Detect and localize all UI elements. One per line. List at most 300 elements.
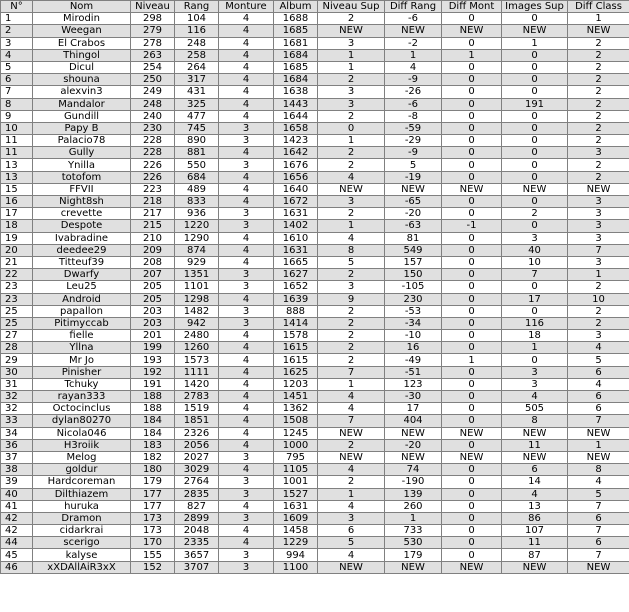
rank-diff-cell: NEW bbox=[385, 25, 442, 37]
album-cell: 1627 bbox=[274, 269, 318, 281]
level-gain-cell: 6 bbox=[318, 525, 385, 537]
level-cell: 217 bbox=[131, 208, 175, 220]
rank-cell: 13 bbox=[1, 171, 33, 183]
mount-cell: 4 bbox=[219, 86, 274, 98]
class-diff-cell: 3 bbox=[568, 220, 629, 232]
table-row bbox=[1, 330, 629, 342]
rang-cell: 489 bbox=[175, 183, 219, 195]
album-cell: 1625 bbox=[274, 366, 318, 378]
name-cell: Mr Jo bbox=[33, 354, 131, 366]
level-gain-cell: NEW bbox=[318, 451, 385, 463]
name-cell: dylan80270 bbox=[33, 415, 131, 427]
images-gain-cell: 40 bbox=[502, 244, 568, 256]
rank-cell: 11 bbox=[1, 147, 33, 159]
rank-cell: 25 bbox=[1, 305, 33, 317]
rank-diff-cell: NEW bbox=[385, 451, 442, 463]
level-cell: 184 bbox=[131, 427, 175, 439]
level-gain-cell: 2 bbox=[318, 147, 385, 159]
rank-cell: 31 bbox=[1, 378, 33, 390]
class-diff-cell: 3 bbox=[568, 330, 629, 342]
images-gain-cell: 0 bbox=[502, 147, 568, 159]
rank-cell: 13 bbox=[1, 159, 33, 171]
table-row bbox=[1, 378, 629, 390]
mount-cell: 4 bbox=[219, 147, 274, 159]
rank-diff-cell: 260 bbox=[385, 500, 442, 512]
mount-diff-cell: 0 bbox=[442, 281, 502, 293]
name-cell: Leu25 bbox=[33, 281, 131, 293]
level-cell: 173 bbox=[131, 525, 175, 537]
album-cell: 1615 bbox=[274, 354, 318, 366]
album-cell: 1672 bbox=[274, 196, 318, 208]
rank-cell: 23 bbox=[1, 293, 33, 305]
table-row bbox=[1, 13, 629, 25]
level-cell: 278 bbox=[131, 37, 175, 49]
rank-cell: 4 bbox=[1, 49, 33, 61]
name-cell: Pinisher bbox=[33, 366, 131, 378]
level-cell: 203 bbox=[131, 305, 175, 317]
rank-diff-cell: -10 bbox=[385, 330, 442, 342]
rang-cell: 2764 bbox=[175, 476, 219, 488]
rang-cell: 104 bbox=[175, 13, 219, 25]
level-gain-cell: 2 bbox=[318, 330, 385, 342]
rank-diff-cell: 530 bbox=[385, 537, 442, 549]
level-gain-cell: 1 bbox=[318, 220, 385, 232]
table-row bbox=[1, 317, 629, 329]
mount-diff-cell: 0 bbox=[442, 269, 502, 281]
album-cell: 994 bbox=[274, 549, 318, 561]
rank-diff-cell: 150 bbox=[385, 269, 442, 281]
rank-diff-cell: -65 bbox=[385, 196, 442, 208]
level-cell: 263 bbox=[131, 49, 175, 61]
mount-diff-cell: 0 bbox=[442, 439, 502, 451]
album-cell: 1688 bbox=[274, 13, 318, 25]
table-row bbox=[1, 208, 629, 220]
mount-diff-cell: 0 bbox=[442, 74, 502, 86]
level-cell: 207 bbox=[131, 269, 175, 281]
rang-cell: 890 bbox=[175, 135, 219, 147]
rank-diff-cell: NEW bbox=[385, 183, 442, 195]
class-diff-cell: 2 bbox=[568, 86, 629, 98]
rang-cell: 264 bbox=[175, 61, 219, 73]
rank-diff-cell: -29 bbox=[385, 135, 442, 147]
level-cell: 226 bbox=[131, 159, 175, 171]
level-gain-cell: 4 bbox=[318, 464, 385, 476]
rang-cell: 1482 bbox=[175, 305, 219, 317]
album-cell: 1527 bbox=[274, 488, 318, 500]
level-gain-cell: 0 bbox=[318, 122, 385, 134]
class-diff-cell: 1 bbox=[568, 13, 629, 25]
rang-cell: 1573 bbox=[175, 354, 219, 366]
table-row bbox=[1, 488, 629, 500]
class-diff-cell: 7 bbox=[568, 500, 629, 512]
class-diff-cell: 3 bbox=[568, 232, 629, 244]
album-cell: 1105 bbox=[274, 464, 318, 476]
name-cell: Thingol bbox=[33, 49, 131, 61]
class-diff-cell: 4 bbox=[568, 476, 629, 488]
album-cell: 1414 bbox=[274, 317, 318, 329]
rank-diff-cell: 1 bbox=[385, 512, 442, 524]
rank-cell: 3 bbox=[1, 37, 33, 49]
album-cell: 1656 bbox=[274, 171, 318, 183]
class-diff-cell: NEW bbox=[568, 561, 629, 573]
level-gain-cell: 2 bbox=[318, 269, 385, 281]
rang-cell: 1851 bbox=[175, 415, 219, 427]
images-gain-cell: 0 bbox=[502, 159, 568, 171]
album-cell: 1665 bbox=[274, 256, 318, 268]
rang-cell: 1220 bbox=[175, 220, 219, 232]
class-diff-cell: 2 bbox=[568, 110, 629, 122]
mount-cell: 4 bbox=[219, 415, 274, 427]
level-cell: 226 bbox=[131, 171, 175, 183]
table-row bbox=[1, 232, 629, 244]
mount-cell: 4 bbox=[219, 244, 274, 256]
level-gain-cell: 9 bbox=[318, 293, 385, 305]
level-gain-cell: 2 bbox=[318, 305, 385, 317]
album-cell: 1631 bbox=[274, 244, 318, 256]
level-gain-cell: 3 bbox=[318, 196, 385, 208]
album-cell: 1676 bbox=[274, 159, 318, 171]
mount-diff-cell: NEW bbox=[442, 427, 502, 439]
images-gain-cell: 11 bbox=[502, 537, 568, 549]
mount-cell: 4 bbox=[219, 110, 274, 122]
album-cell: 1100 bbox=[274, 561, 318, 573]
mount-cell: 3 bbox=[219, 305, 274, 317]
mount-cell: 4 bbox=[219, 439, 274, 451]
name-cell: Weegan bbox=[33, 25, 131, 37]
rank-cell: 10 bbox=[1, 122, 33, 134]
table-row bbox=[1, 25, 629, 37]
mount-cell: 4 bbox=[219, 196, 274, 208]
class-diff-cell: 3 bbox=[568, 147, 629, 159]
rang-cell: 258 bbox=[175, 49, 219, 61]
images-gain-cell: 1 bbox=[502, 37, 568, 49]
table-row bbox=[1, 281, 629, 293]
rank-cell: 2 bbox=[1, 25, 33, 37]
level-cell: 201 bbox=[131, 330, 175, 342]
level-gain-cell: 2 bbox=[318, 342, 385, 354]
mount-diff-cell: 0 bbox=[442, 293, 502, 305]
level-cell: 179 bbox=[131, 476, 175, 488]
album-cell: 1423 bbox=[274, 135, 318, 147]
rank-cell: 39 bbox=[1, 476, 33, 488]
rank-cell: 25 bbox=[1, 317, 33, 329]
mount-diff-cell: 1 bbox=[442, 49, 502, 61]
mount-diff-cell: NEW bbox=[442, 183, 502, 195]
rank-cell: 41 bbox=[1, 500, 33, 512]
name-cell: papallon bbox=[33, 305, 131, 317]
col-header-rank-diff: Diff Rang bbox=[385, 1, 442, 13]
rank-cell: 17 bbox=[1, 208, 33, 220]
rank-diff-cell: -9 bbox=[385, 74, 442, 86]
images-gain-cell: 87 bbox=[502, 549, 568, 561]
level-gain-cell: 1 bbox=[318, 49, 385, 61]
name-cell: Pitimyccab bbox=[33, 317, 131, 329]
level-cell: 191 bbox=[131, 378, 175, 390]
images-gain-cell: 0 bbox=[502, 135, 568, 147]
level-cell: 210 bbox=[131, 232, 175, 244]
col-header-images-gain: Images Sup bbox=[502, 1, 568, 13]
rang-cell: 477 bbox=[175, 110, 219, 122]
table-row bbox=[1, 135, 629, 147]
col-header-rang: Rang bbox=[175, 1, 219, 13]
level-gain-cell: 3 bbox=[318, 281, 385, 293]
name-cell: rayan333 bbox=[33, 391, 131, 403]
rang-cell: 2048 bbox=[175, 525, 219, 537]
mount-diff-cell: 0 bbox=[442, 464, 502, 476]
album-cell: 1631 bbox=[274, 208, 318, 220]
table-row bbox=[1, 305, 629, 317]
header-row bbox=[1, 1, 629, 13]
rank-diff-cell: -105 bbox=[385, 281, 442, 293]
level-gain-cell: 2 bbox=[318, 476, 385, 488]
class-diff-cell: 2 bbox=[568, 74, 629, 86]
mount-cell: 4 bbox=[219, 25, 274, 37]
level-cell: 249 bbox=[131, 86, 175, 98]
mount-cell: 4 bbox=[219, 354, 274, 366]
mount-cell: 3 bbox=[219, 281, 274, 293]
rank-diff-cell: -6 bbox=[385, 13, 442, 25]
rank-diff-cell: -49 bbox=[385, 354, 442, 366]
class-diff-cell: 2 bbox=[568, 317, 629, 329]
album-cell: 1685 bbox=[274, 61, 318, 73]
table-row bbox=[1, 183, 629, 195]
level-cell: 188 bbox=[131, 391, 175, 403]
mount-diff-cell: 0 bbox=[442, 549, 502, 561]
rank-diff-cell: -59 bbox=[385, 122, 442, 134]
album-cell: 1402 bbox=[274, 220, 318, 232]
table-row bbox=[1, 61, 629, 73]
level-gain-cell: 2 bbox=[318, 74, 385, 86]
level-gain-cell: 1 bbox=[318, 135, 385, 147]
album-cell: 1000 bbox=[274, 439, 318, 451]
name-cell: Melog bbox=[33, 451, 131, 463]
name-cell: Gully bbox=[33, 147, 131, 159]
level-cell: 199 bbox=[131, 342, 175, 354]
mount-cell: 3 bbox=[219, 208, 274, 220]
rang-cell: 2326 bbox=[175, 427, 219, 439]
table-row bbox=[1, 537, 629, 549]
table-row bbox=[1, 220, 629, 232]
mount-cell: 4 bbox=[219, 537, 274, 549]
class-diff-cell: NEW bbox=[568, 25, 629, 37]
class-diff-cell: 2 bbox=[568, 135, 629, 147]
images-gain-cell: 4 bbox=[502, 391, 568, 403]
table-row bbox=[1, 549, 629, 561]
level-gain-cell: 2 bbox=[318, 208, 385, 220]
name-cell: Despote bbox=[33, 220, 131, 232]
name-cell: kalyse bbox=[33, 549, 131, 561]
level-cell: 208 bbox=[131, 256, 175, 268]
rank-diff-cell: 549 bbox=[385, 244, 442, 256]
table-row bbox=[1, 500, 629, 512]
table-row bbox=[1, 415, 629, 427]
rank-diff-cell: 16 bbox=[385, 342, 442, 354]
level-cell: 228 bbox=[131, 135, 175, 147]
mount-cell: 4 bbox=[219, 61, 274, 73]
col-header-name: Nom bbox=[33, 1, 131, 13]
images-gain-cell: 17 bbox=[502, 293, 568, 305]
rank-diff-cell: NEW bbox=[385, 561, 442, 573]
level-gain-cell: 8 bbox=[318, 244, 385, 256]
images-gain-cell: 1 bbox=[502, 342, 568, 354]
images-gain-cell: 3 bbox=[502, 366, 568, 378]
col-header-mount-diff: Diff Mont bbox=[442, 1, 502, 13]
level-gain-cell: 4 bbox=[318, 549, 385, 561]
rang-cell: 325 bbox=[175, 98, 219, 110]
images-gain-cell: 191 bbox=[502, 98, 568, 110]
mount-cell: 4 bbox=[219, 256, 274, 268]
rank-diff-cell: 733 bbox=[385, 525, 442, 537]
rank-diff-cell: -20 bbox=[385, 208, 442, 220]
level-cell: 228 bbox=[131, 147, 175, 159]
class-diff-cell: 2 bbox=[568, 305, 629, 317]
rank-diff-cell: 123 bbox=[385, 378, 442, 390]
album-cell: 1443 bbox=[274, 98, 318, 110]
table-row bbox=[1, 476, 629, 488]
rank-diff-cell: 4 bbox=[385, 61, 442, 73]
col-header-mount: Monture bbox=[219, 1, 274, 13]
rank-cell: 42 bbox=[1, 512, 33, 524]
mount-cell: 4 bbox=[219, 293, 274, 305]
name-cell: El Crabos bbox=[33, 37, 131, 49]
mount-cell: 3 bbox=[219, 512, 274, 524]
album-cell: 1245 bbox=[274, 427, 318, 439]
mount-diff-cell: 0 bbox=[442, 232, 502, 244]
album-cell: 1508 bbox=[274, 415, 318, 427]
level-cell: 152 bbox=[131, 561, 175, 573]
name-cell: Ynilla bbox=[33, 159, 131, 171]
mount-diff-cell: NEW bbox=[442, 561, 502, 573]
level-cell: 215 bbox=[131, 220, 175, 232]
mount-diff-cell: 0 bbox=[442, 488, 502, 500]
mount-diff-cell: 1 bbox=[442, 354, 502, 366]
rank-cell: 8 bbox=[1, 98, 33, 110]
mount-diff-cell: 0 bbox=[442, 512, 502, 524]
images-gain-cell: 0 bbox=[502, 171, 568, 183]
class-diff-cell: 1 bbox=[568, 439, 629, 451]
table-row bbox=[1, 391, 629, 403]
rank-cell: 38 bbox=[1, 464, 33, 476]
mount-diff-cell: 0 bbox=[442, 476, 502, 488]
album-cell: 1631 bbox=[274, 500, 318, 512]
images-gain-cell: 0 bbox=[502, 61, 568, 73]
rank-cell: 23 bbox=[1, 281, 33, 293]
rank-diff-cell: -63 bbox=[385, 220, 442, 232]
album-cell: 1615 bbox=[274, 342, 318, 354]
album-cell: 1451 bbox=[274, 391, 318, 403]
name-cell: Dwarfy bbox=[33, 269, 131, 281]
rang-cell: 1298 bbox=[175, 293, 219, 305]
class-diff-cell: 7 bbox=[568, 549, 629, 561]
mount-cell: 3 bbox=[219, 476, 274, 488]
rank-diff-cell: 230 bbox=[385, 293, 442, 305]
name-cell: Android bbox=[33, 293, 131, 305]
name-cell: crevette bbox=[33, 208, 131, 220]
level-gain-cell: NEW bbox=[318, 183, 385, 195]
rank-cell: 33 bbox=[1, 415, 33, 427]
mount-cell: 4 bbox=[219, 525, 274, 537]
album-cell: 1203 bbox=[274, 378, 318, 390]
rang-cell: 1290 bbox=[175, 232, 219, 244]
table-row bbox=[1, 37, 629, 49]
level-gain-cell: 3 bbox=[318, 512, 385, 524]
mount-cell: 4 bbox=[219, 403, 274, 415]
level-gain-cell: 4 bbox=[318, 232, 385, 244]
album-cell: 1685 bbox=[274, 25, 318, 37]
mount-cell: 4 bbox=[219, 427, 274, 439]
class-diff-cell: 2 bbox=[568, 122, 629, 134]
rank-diff-cell: -53 bbox=[385, 305, 442, 317]
name-cell: Nicola046 bbox=[33, 427, 131, 439]
mount-diff-cell: -1 bbox=[442, 220, 502, 232]
images-gain-cell: 0 bbox=[502, 305, 568, 317]
name-cell: H3roiik bbox=[33, 439, 131, 451]
name-cell: Night8sh bbox=[33, 196, 131, 208]
album-cell: 1640 bbox=[274, 183, 318, 195]
mount-diff-cell: 0 bbox=[442, 13, 502, 25]
name-cell: deedee29 bbox=[33, 244, 131, 256]
album-cell: 1609 bbox=[274, 512, 318, 524]
level-cell: 177 bbox=[131, 488, 175, 500]
rank-cell: 44 bbox=[1, 537, 33, 549]
class-diff-cell: 2 bbox=[568, 159, 629, 171]
images-gain-cell: 0 bbox=[502, 196, 568, 208]
level-gain-cell: 5 bbox=[318, 256, 385, 268]
mount-diff-cell: 0 bbox=[442, 330, 502, 342]
class-diff-cell: 2 bbox=[568, 281, 629, 293]
rang-cell: 1420 bbox=[175, 378, 219, 390]
level-gain-cell: NEW bbox=[318, 427, 385, 439]
rank-diff-cell: 157 bbox=[385, 256, 442, 268]
level-cell: 279 bbox=[131, 25, 175, 37]
name-cell: Hardcoreman bbox=[33, 476, 131, 488]
table-row bbox=[1, 196, 629, 208]
mount-diff-cell: NEW bbox=[442, 25, 502, 37]
class-diff-cell: 6 bbox=[568, 537, 629, 549]
table-row bbox=[1, 98, 629, 110]
mount-diff-cell: 0 bbox=[442, 135, 502, 147]
mount-cell: 3 bbox=[219, 122, 274, 134]
rang-cell: 2027 bbox=[175, 451, 219, 463]
name-cell: Papy B bbox=[33, 122, 131, 134]
rank-diff-cell: 1 bbox=[385, 49, 442, 61]
level-cell: 170 bbox=[131, 537, 175, 549]
name-cell: cidarkrai bbox=[33, 525, 131, 537]
rang-cell: 116 bbox=[175, 25, 219, 37]
rang-cell: 248 bbox=[175, 37, 219, 49]
rang-cell: 2056 bbox=[175, 439, 219, 451]
level-cell: 223 bbox=[131, 183, 175, 195]
images-gain-cell: 18 bbox=[502, 330, 568, 342]
table-row bbox=[1, 464, 629, 476]
images-gain-cell: 0 bbox=[502, 13, 568, 25]
mount-cell: 4 bbox=[219, 183, 274, 195]
rank-cell: 9 bbox=[1, 110, 33, 122]
level-cell: 203 bbox=[131, 317, 175, 329]
images-gain-cell: NEW bbox=[502, 427, 568, 439]
rank-diff-cell: -20 bbox=[385, 439, 442, 451]
mount-cell: 4 bbox=[219, 464, 274, 476]
rank-cell: 37 bbox=[1, 451, 33, 463]
level-cell: 180 bbox=[131, 464, 175, 476]
rank-cell: 29 bbox=[1, 354, 33, 366]
level-gain-cell: 4 bbox=[318, 403, 385, 415]
level-cell: 155 bbox=[131, 549, 175, 561]
mount-cell: 3 bbox=[219, 269, 274, 281]
level-cell: 248 bbox=[131, 98, 175, 110]
images-gain-cell: 6 bbox=[502, 464, 568, 476]
album-cell: 1458 bbox=[274, 525, 318, 537]
